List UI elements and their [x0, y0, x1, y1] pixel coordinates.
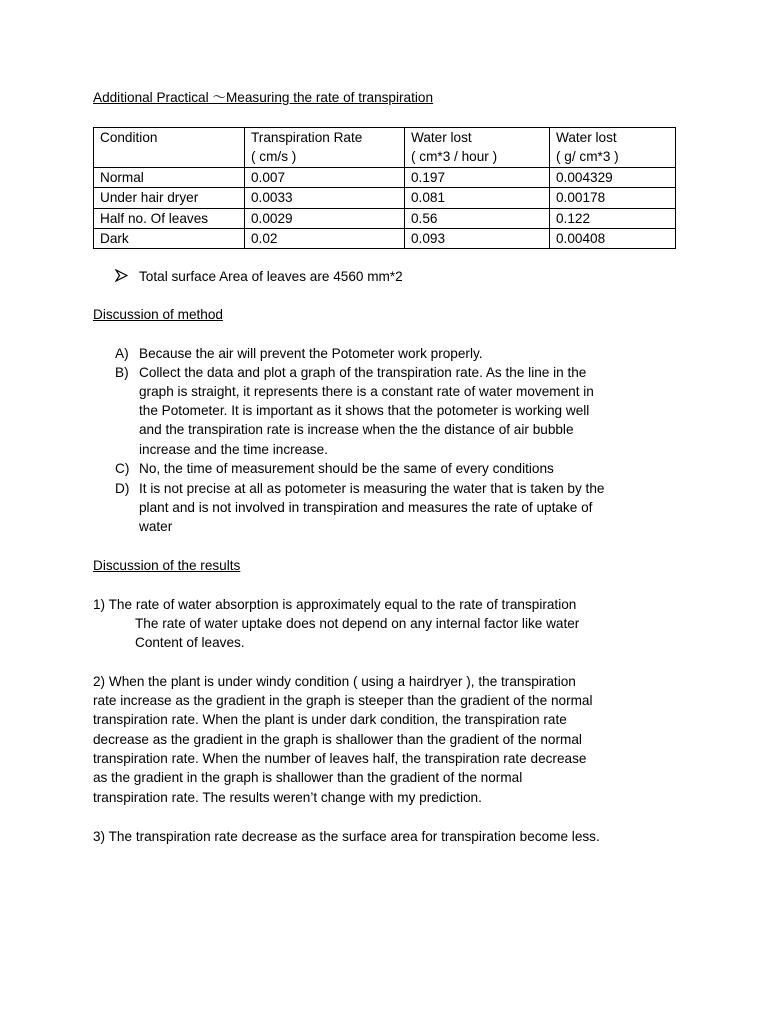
table-header-cell: Transpiration Rate ( cm/s ) [245, 128, 405, 168]
transpiration-data-table [93, 127, 676, 249]
table-cell: 0.00178 [550, 188, 676, 208]
list-item-line: water [139, 519, 173, 534]
table-header-cell: Water lost ( cm*3 / hour ) [405, 128, 550, 168]
list-item-label: B) [115, 365, 129, 380]
table-cell: Half no. Of leaves [94, 208, 245, 228]
table-cell: 0.007 [245, 167, 405, 187]
table-cell: 0.00408 [550, 229, 676, 249]
results-paragraph-2-line: as the gradient in the graph is shallower than the gradient of the normal [93, 770, 523, 785]
results-paragraph-2-line: transpiration rate. When the plant is under dark condition, the transpiration rate [93, 712, 567, 727]
method-heading: Discussion of method [93, 307, 223, 322]
list-item-line: It is not precise at all as potometer is measuring the water that is taken by the [139, 481, 605, 496]
table-header-cell: Condition [94, 128, 245, 168]
document-title: Additional Practical ～Measuring the rate of transpiration [93, 90, 434, 105]
list-item-line: the Potometer. It is important as it shows that the potometer is working well [139, 403, 590, 418]
table-header-cell: Water lost ( g/ cm*3 ) [550, 128, 676, 168]
table-cell: 0.004329 [550, 167, 676, 187]
list-item-line: increase and the time increase. [139, 442, 328, 457]
results-heading: Discussion of the results [93, 558, 241, 573]
table-cell: 0.197 [405, 167, 550, 187]
table-cell: 0.122 [550, 208, 676, 228]
results-paragraph-2-line: 2) When the plant is under windy condition ( using a hairdryer ), the transpiration [93, 674, 576, 689]
table-row [94, 167, 676, 187]
table-row [94, 188, 676, 208]
list-item-line: plant and is not involved in transpiration and measures the rate of uptake of [139, 500, 593, 515]
results-paragraph-1-line: 1) The rate of water absorption is approximately equal to the rate of transpiration [93, 597, 577, 612]
results-paragraph-2-line: decrease as the gradient in the graph is shallower than the gradient of the normal [93, 732, 582, 747]
table-cell: 0.0029 [245, 208, 405, 228]
table-cell: 0.081 [405, 188, 550, 208]
table-cell: Dark [94, 229, 245, 249]
arrowhead-bullet-icon [115, 267, 128, 288]
results-paragraph-2-line: transpiration rate. When the number of leaves half, the transpiration rate decrease [93, 751, 587, 766]
list-item-line: and the transpiration rate is increase when the the distance of air bubble [139, 422, 574, 437]
results-paragraph-1-line: Content of leaves. [135, 635, 245, 650]
list-item-line: graph is straight, it represents there is a constant rate of water movement in [139, 384, 594, 399]
table-header-row [94, 128, 676, 168]
list-item-label: D) [115, 481, 130, 496]
table-cell: 0.093 [405, 229, 550, 249]
table-row [94, 229, 676, 249]
list-item-line: Collect the data and plot a graph of the transpiration rate. As the line in the [139, 365, 587, 380]
table-row [94, 208, 676, 228]
results-paragraph-2-line: rate increase as the gradient in the graph is steeper than the gradient of the normal [93, 693, 593, 708]
table-cell: 0.0033 [245, 188, 405, 208]
table-cell: Under hair dryer [94, 188, 245, 208]
list-item-line: No, the time of measurement should be the same of every conditions [139, 461, 554, 476]
table-cell: 0.56 [405, 208, 550, 228]
results-paragraph-3: 3) The transpiration rate decrease as the surface area for transpiration become less. [93, 829, 600, 844]
table-cell: 0.02 [245, 229, 405, 249]
list-item-label: A) [115, 346, 129, 361]
list-item-line: Because the air will prevent the Potometer work properly. [139, 346, 483, 361]
surface-area-note: Total surface Area of leaves are 4560 mm*2 [139, 269, 403, 284]
table-cell: Normal [94, 167, 245, 187]
results-paragraph-2-line: transpiration rate. The results weren’t change with my prediction. [93, 790, 482, 805]
list-item-label: C) [115, 461, 130, 476]
results-paragraph-1-line: The rate of water uptake does not depend on any internal factor like water [135, 616, 580, 631]
